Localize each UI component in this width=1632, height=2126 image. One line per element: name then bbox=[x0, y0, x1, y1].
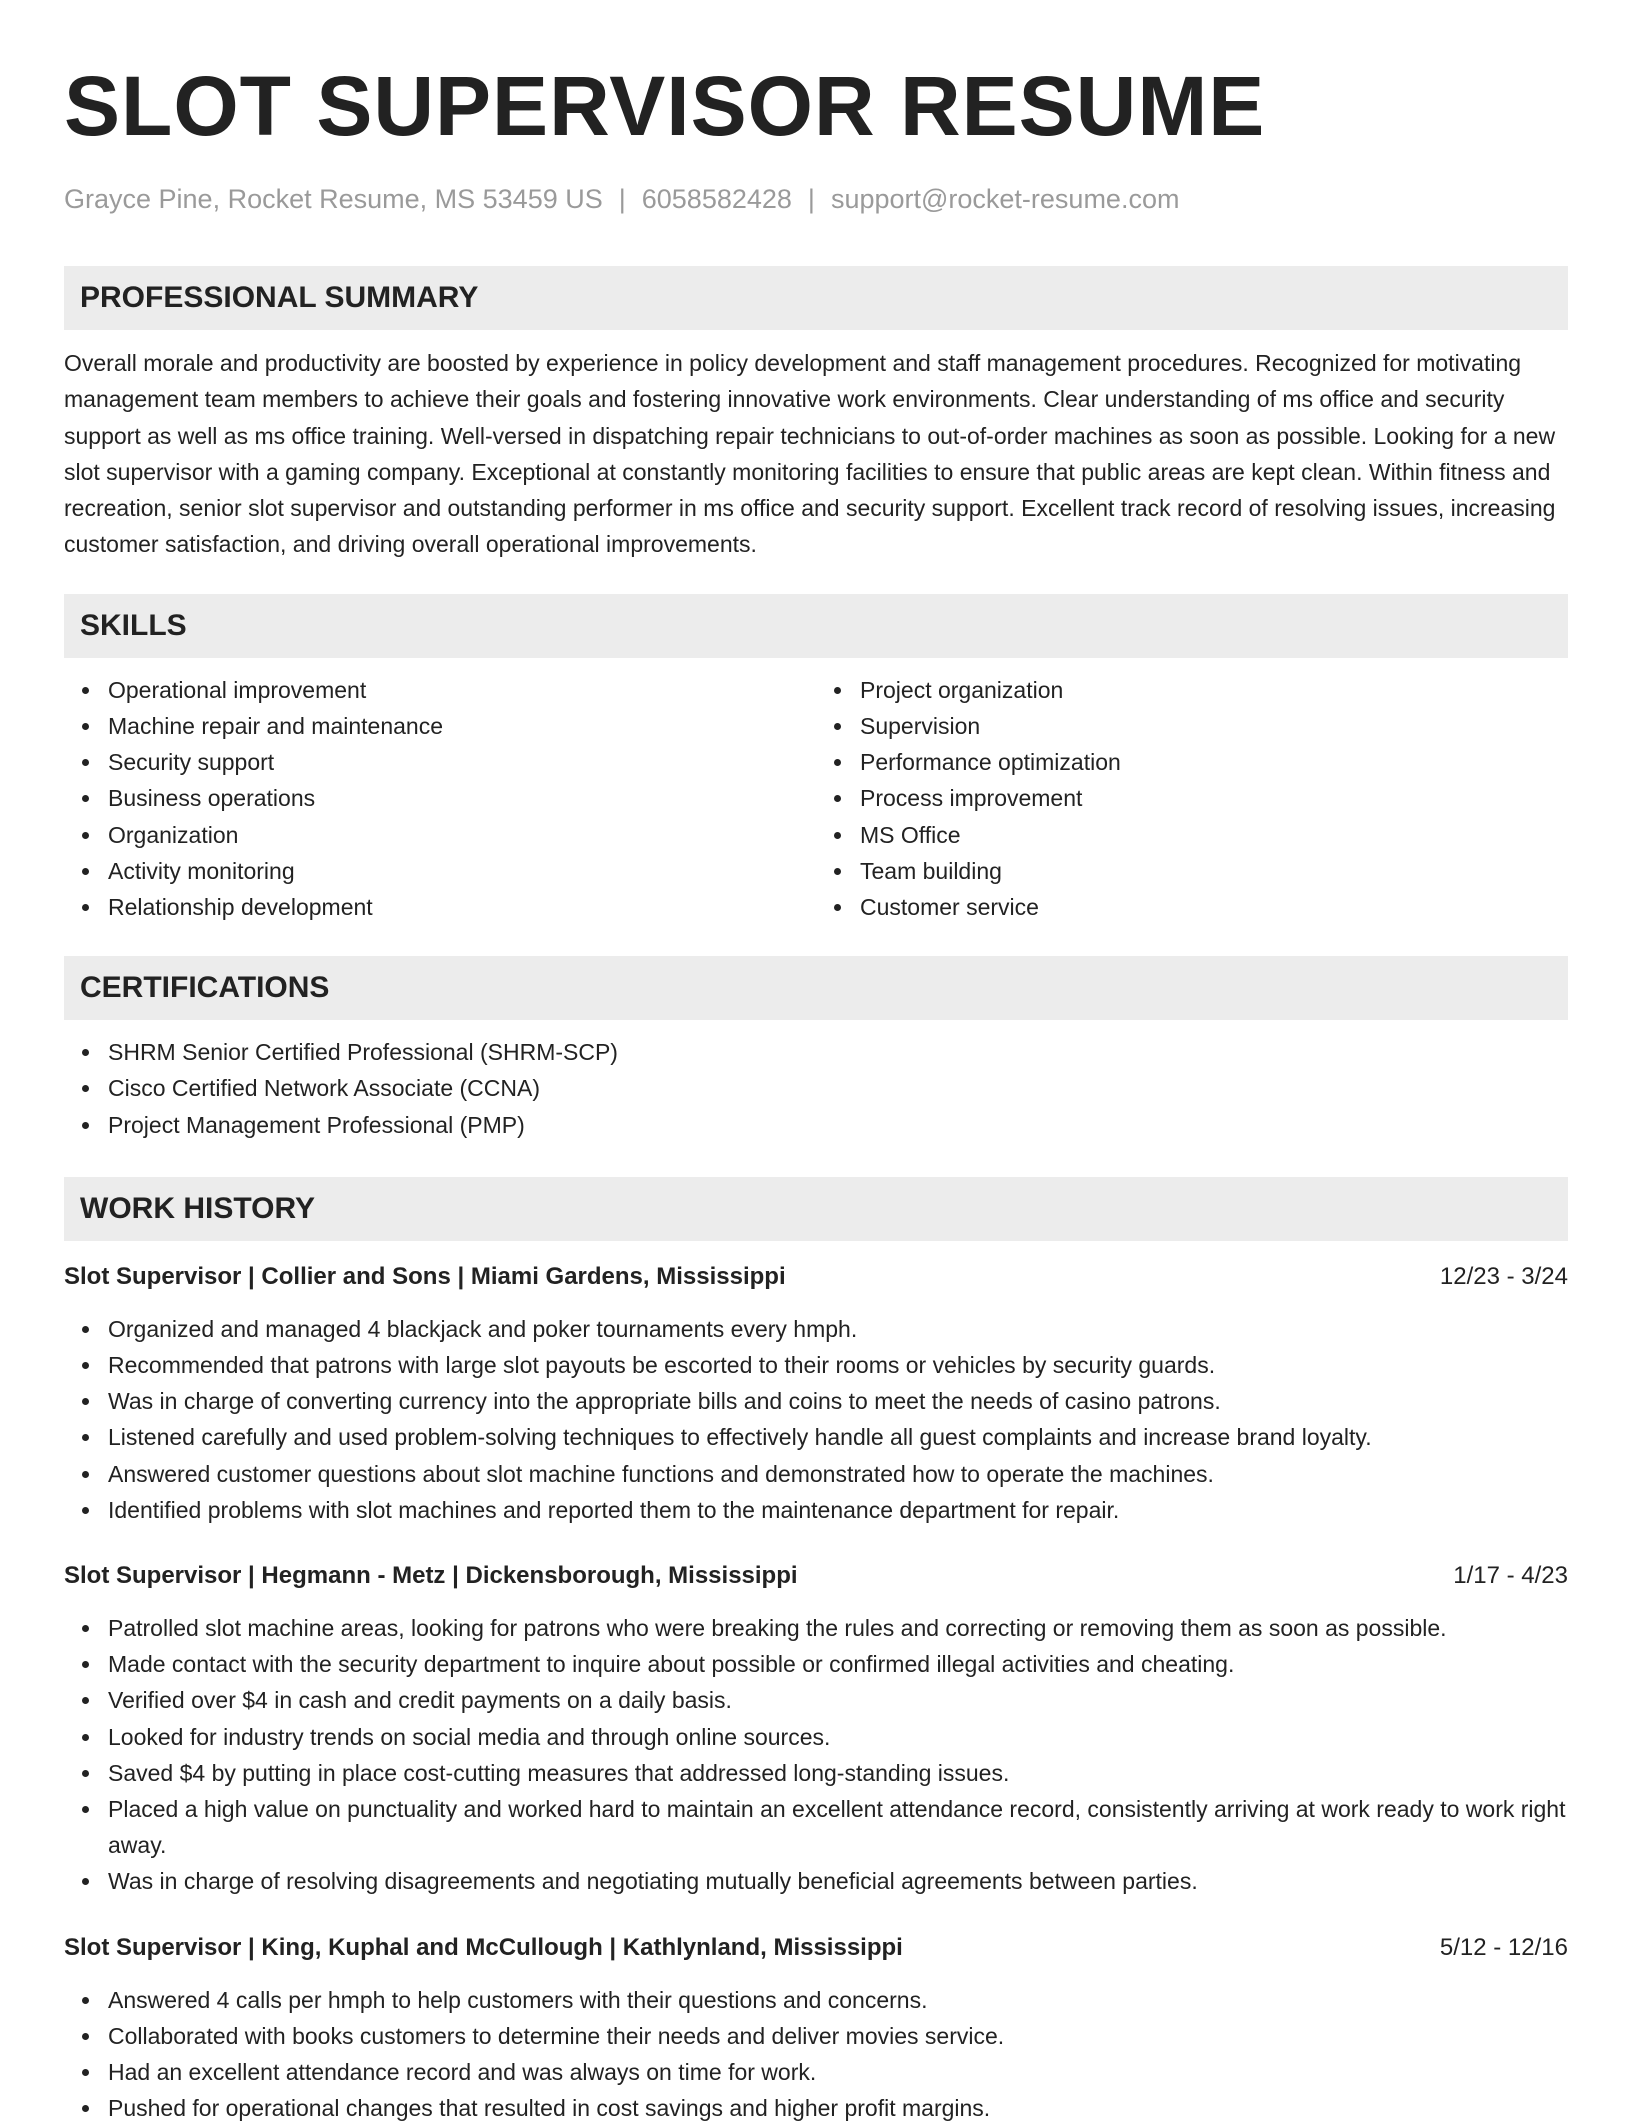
skill-item: Activity monitoring bbox=[108, 853, 816, 889]
contact-address: Grayce Pine, Rocket Resume, MS 53459 US bbox=[64, 184, 603, 214]
certification-item: Project Management Professional (PMP) bbox=[108, 1107, 1568, 1143]
job-title: Slot Supervisor | King, Kuphal and McCullough | Kathlynland, Mississippi bbox=[64, 1933, 903, 1961]
job-bullet: Identified problems with slot machines and reported them to the maintenance department for repair. bbox=[108, 1492, 1568, 1528]
job-bullet: Verified over $4 in cash and credit payments on a daily basis. bbox=[108, 1682, 1568, 1718]
skills-list-right bbox=[816, 672, 1568, 925]
job-dates: 5/12 - 12/16 bbox=[1439, 1933, 1568, 1961]
job-bullet: Looked for industry trends on social media and through online sources. bbox=[108, 1719, 1568, 1755]
contact-separator: | bbox=[807, 184, 815, 214]
resume-title: SLOT SUPERVISOR RESUME bbox=[64, 59, 1266, 153]
job-bullet: Was in charge of resolving disagreements and negotiating mutually beneficial agreements between parties. bbox=[108, 1863, 1568, 1899]
skill-item: Customer service bbox=[860, 889, 1568, 925]
job-bullet: Placed a high value on punctuality and worked hard to maintain an excellent attendance record, consistently arriving at work ready to work right away. bbox=[108, 1791, 1568, 1863]
skill-item: Project organization bbox=[860, 672, 1568, 708]
skills-heading: SKILLS bbox=[64, 594, 1568, 658]
job-bullet: Answered customer questions about slot machine functions and demonstrated how to operate the machines. bbox=[108, 1456, 1568, 1492]
job-bullet: Made contact with the security department to inquire about possible or confirmed illegal activities and cheating. bbox=[108, 1646, 1568, 1682]
job-header bbox=[64, 1259, 1568, 1295]
certification-item: SHRM Senior Certified Professional (SHRM-SCP) bbox=[108, 1034, 1568, 1070]
job-entry bbox=[64, 1558, 1568, 1900]
job-bullets bbox=[64, 1311, 1568, 1528]
certifications-heading: CERTIFICATIONS bbox=[64, 956, 1568, 1020]
summary-text: Overall morale and productivity are boosted by experience in policy development and staff management procedures. Recognized for motivating management team members to achieve their goals and fostering innovative work environments. Clear understanding of ms office and security support as well as ms office training. Well-versed in dispatching repair technicians to out-of-order machines as soon as possible. Looking for a new slot supervisor with a gaming company. Exceptional at constantly monitoring facilities to ensure that public areas are kept clean. Within fitness and recreation, senior slot supervisor and outstanding performer in ms office and security support. Excellent track record of resolving issues, increasing customer satisfaction, and driving overall operational improvements. bbox=[64, 350, 1556, 558]
skill-item: Process improvement bbox=[860, 780, 1568, 816]
contact-email: support@rocket-resume.com bbox=[830, 184, 1180, 214]
job-bullet: Recommended that patrons with large slot payouts be escorted to their rooms or vehicles by security guards. bbox=[108, 1347, 1568, 1383]
job-entry bbox=[64, 1930, 1568, 2126]
job-header bbox=[64, 1930, 1568, 1966]
skill-item: Operational improvement bbox=[108, 672, 816, 708]
job-bullets bbox=[64, 1982, 1568, 2126]
job-dates: 1/17 - 4/23 bbox=[1453, 1562, 1568, 1590]
contact-phone: 6058582428 bbox=[641, 184, 792, 214]
job-title: Slot Supervisor | Hegmann - Metz | Dickensborough, Mississippi bbox=[64, 1562, 798, 1590]
job-entry bbox=[64, 1259, 1568, 1528]
job-bullet: Collaborated with books customers to determine their needs and deliver movies service. bbox=[108, 2018, 1568, 2054]
job-header bbox=[64, 1558, 1568, 1594]
summary-heading: PROFESSIONAL SUMMARY bbox=[64, 266, 1568, 330]
skill-item: Performance optimization bbox=[860, 744, 1568, 780]
job-title: Slot Supervisor | Collier and Sons | Miami Gardens, Mississippi bbox=[64, 1262, 786, 1290]
skill-item: Machine repair and maintenance bbox=[108, 708, 816, 744]
skills-list-left bbox=[64, 672, 816, 925]
skill-item: Security support bbox=[108, 744, 816, 780]
job-bullet: Had an excellent attendance record and was always on time for work. bbox=[108, 2054, 1568, 2090]
skill-item: Relationship development bbox=[108, 889, 816, 925]
contact-line bbox=[64, 182, 1568, 216]
skill-item: Team building bbox=[860, 853, 1568, 889]
job-bullet: Listened carefully and used problem-solving techniques to effectively handle all guest complaints and increase brand loyalty. bbox=[108, 1419, 1568, 1455]
certification-item: Cisco Certified Network Associate (CCNA) bbox=[108, 1070, 1568, 1106]
skills-columns bbox=[64, 672, 1568, 925]
skill-item: Organization bbox=[108, 817, 816, 853]
job-bullet: Organized and managed 4 blackjack and poker tournaments every hmph. bbox=[108, 1311, 1568, 1347]
skill-item: MS Office bbox=[860, 817, 1568, 853]
skill-item: Business operations bbox=[108, 780, 816, 816]
certifications-list bbox=[64, 1034, 1568, 1143]
job-bullet: Answered 4 calls per hmph to help customers with their questions and concerns. bbox=[108, 1982, 1568, 2018]
job-bullet: Pushed for operational changes that resulted in cost savings and higher profit margins. bbox=[108, 2090, 1568, 2126]
skill-item: Supervision bbox=[860, 708, 1568, 744]
job-dates: 12/23 - 3/24 bbox=[1439, 1262, 1568, 1290]
job-bullets bbox=[64, 1610, 1568, 1900]
job-bullet: Saved $4 by putting in place cost-cutting measures that addressed long-standing issues. bbox=[108, 1755, 1568, 1791]
work-history-heading: WORK HISTORY bbox=[64, 1177, 1568, 1241]
contact-separator: | bbox=[618, 184, 626, 214]
job-bullet: Was in charge of converting currency into the appropriate bills and coins to meet the needs of casino patrons. bbox=[108, 1383, 1568, 1419]
job-bullet: Patrolled slot machine areas, looking for patrons who were breaking the rules and correcting or removing them as soon as possible. bbox=[108, 1610, 1568, 1646]
